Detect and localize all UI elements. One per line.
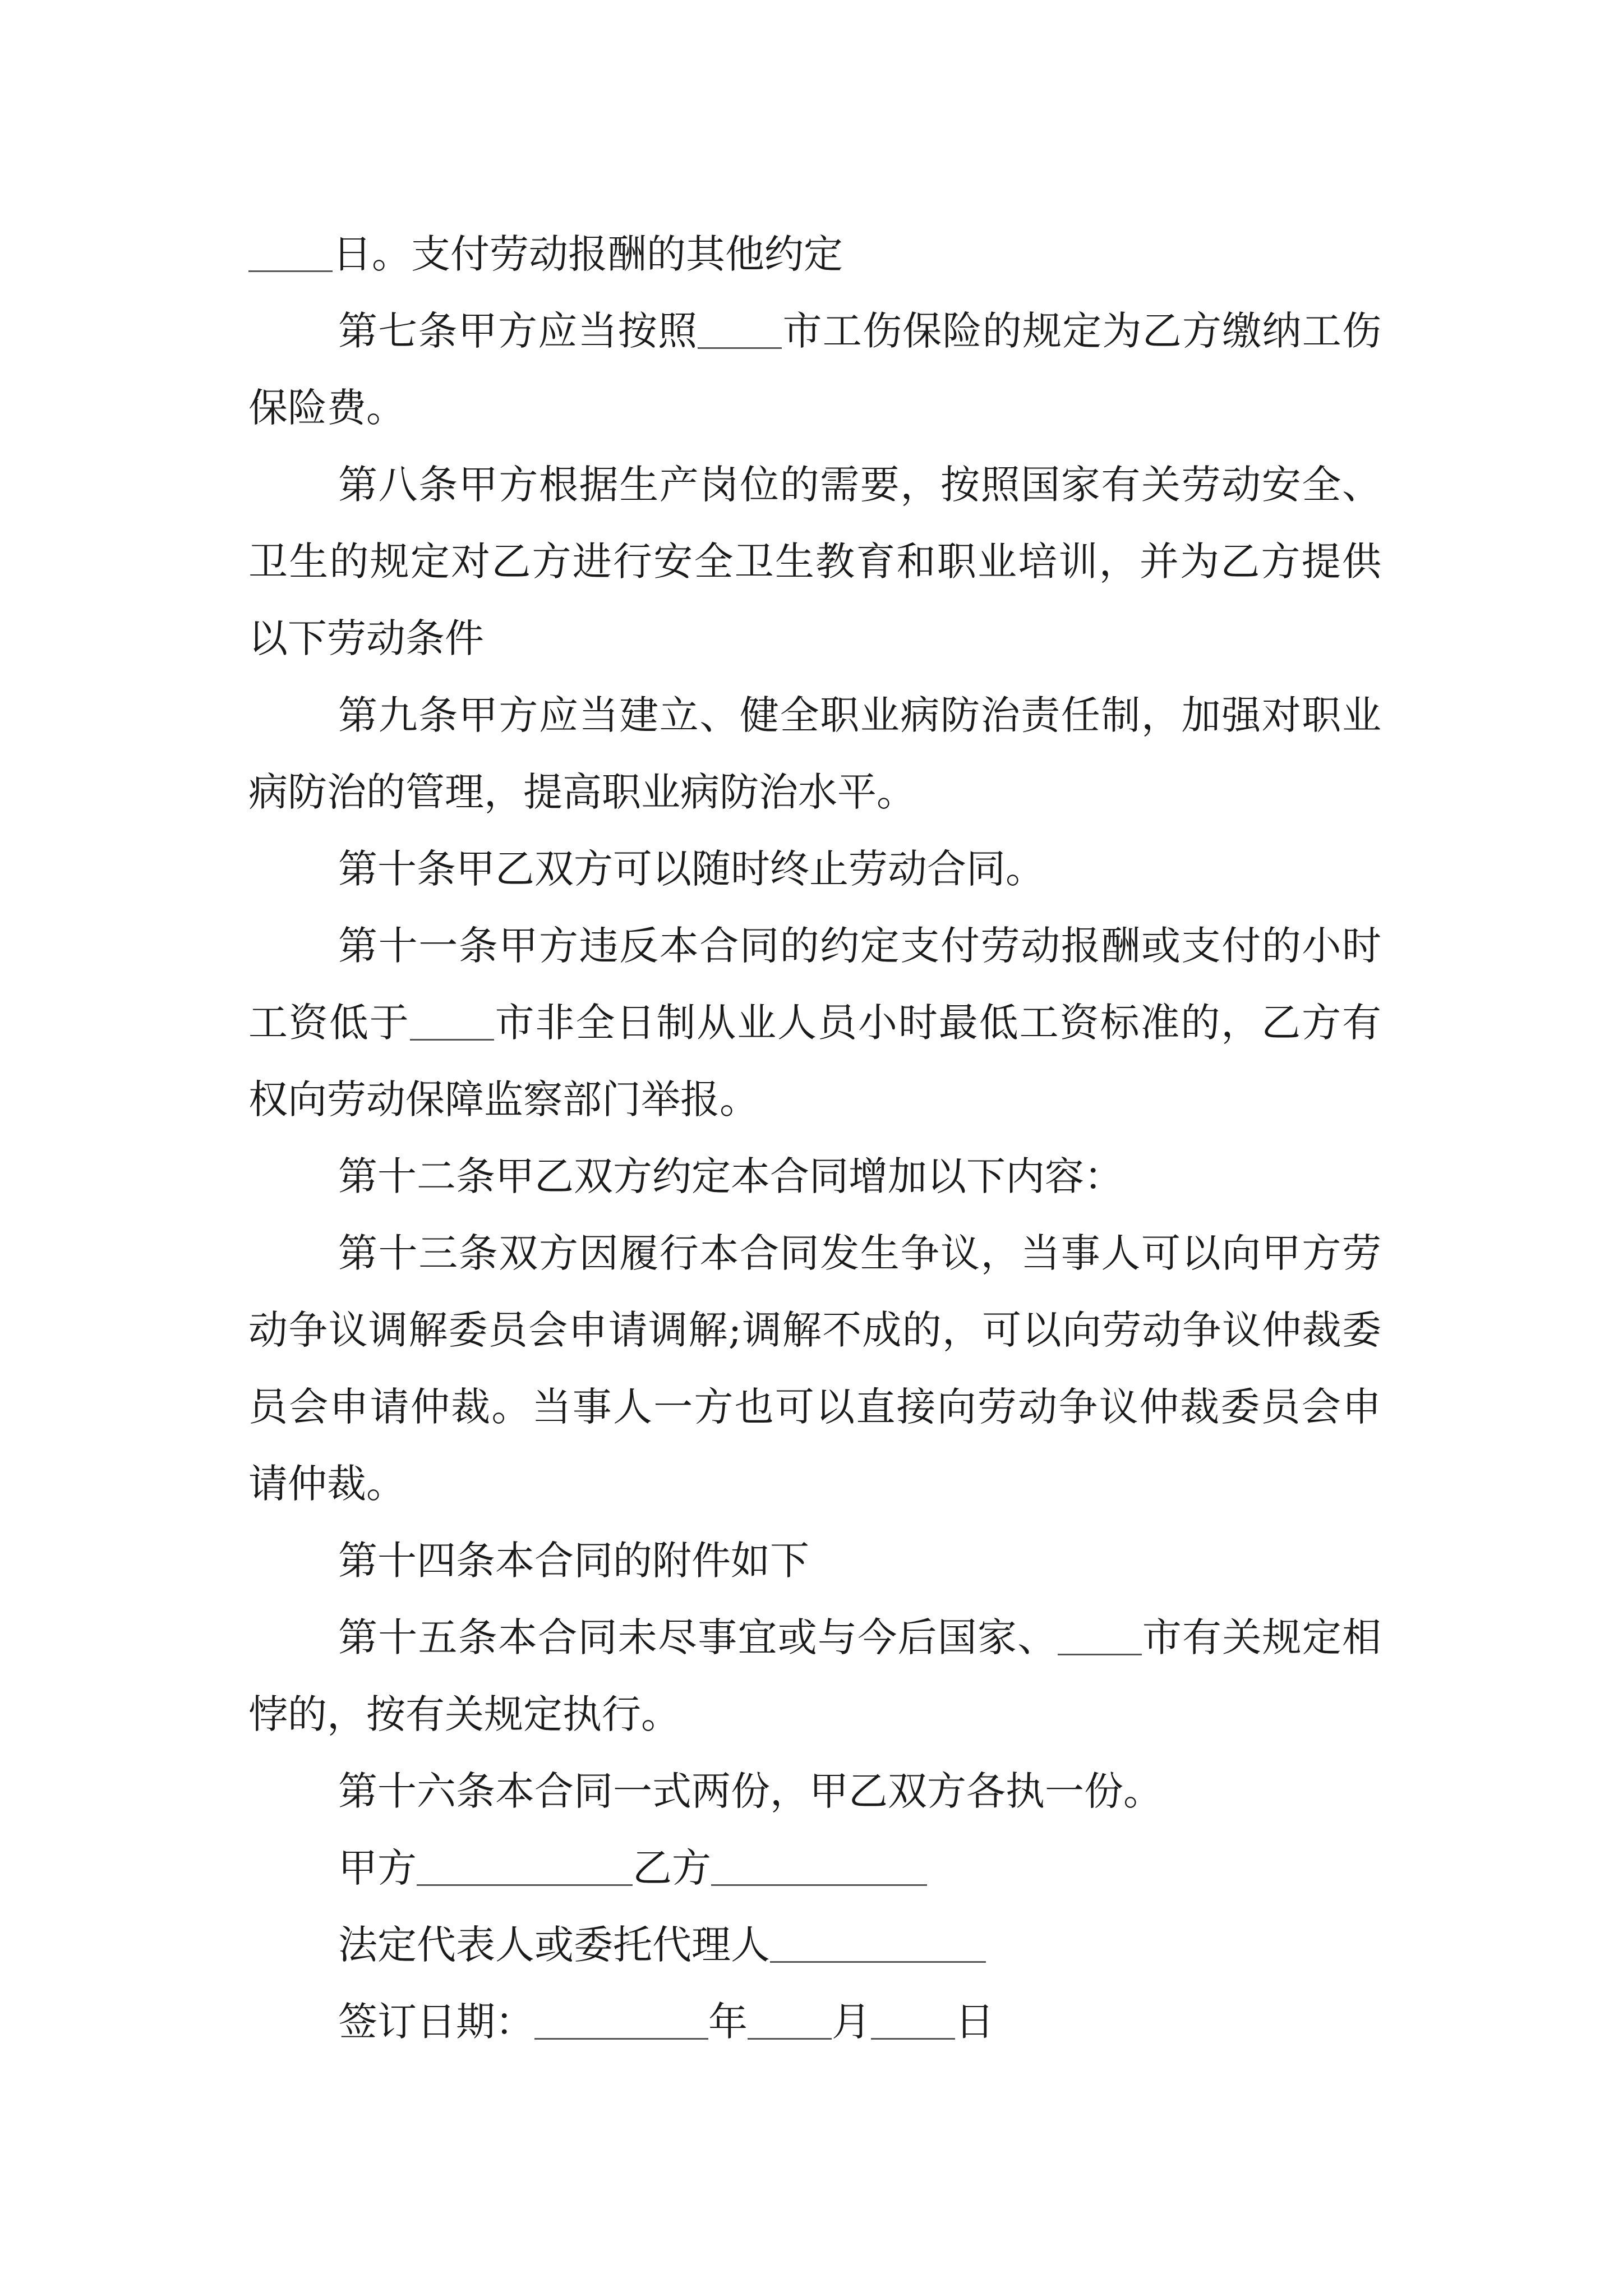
signature-parties-line (248, 1830, 1381, 1907)
party-a-label: 甲方 (338, 1845, 417, 1891)
date-label: 签订日期： (338, 1999, 534, 2045)
representative-blank (770, 1924, 986, 1963)
article-14: 第十四条本合同的附件如下 (338, 1538, 809, 1584)
article-16: 第十六条本合同一式两份，甲乙双方各执一份。 (338, 1768, 1163, 1814)
fill-blank (248, 233, 333, 273)
signature-date-line (248, 1984, 1381, 2060)
month-label: 月 (832, 1999, 871, 2045)
article-8: 第八条甲方根据生产岗位的需要，按照国家有关劳动安全、卫生的规定对乙方进行安全卫生教育和职业培训，并为乙方提供以下劳动条件 (248, 462, 1381, 661)
year-blank (534, 2001, 708, 2040)
article-12: 第十二条甲乙双方约定本合同增加以下内容： (338, 1153, 1123, 1199)
month-blank (748, 2001, 832, 2040)
day-blank (871, 2001, 955, 2040)
article-9: 第九条甲方应当建立、健全职业病防治责任制，加强对职业病防治的管理，提高职业病防治水平。 (248, 692, 1381, 815)
article-13: 第十三条双方因履行本合同发生争议，当事人可以向甲方劳动争议调解委员会申请调解;调解不成的，可以向劳动争议仲裁委员会申请仲裁。当事人一方也可以直接向劳动争议仲裁委员会申请仲裁。 (248, 1230, 1381, 1507)
contract-body (248, 216, 1381, 2060)
article-11: 第十一条甲方违反本合同的约定支付劳动报酬或支付的小时工资低于 市非全日制从业人员小时最低工资标准的，乙方有权向劳动保障监察部门举报。 (248, 923, 1382, 1122)
party-b-label: 乙方 (633, 1845, 711, 1891)
representative-label: 法定代表人或委托代理人 (338, 1922, 770, 1968)
article-15: 第十五条本合同未尽事宜或与今后国家、 市有关规定相悖的，按有关规定执行。 (248, 1614, 1381, 1737)
fill-blank (1058, 1617, 1142, 1656)
article-7: 第七条甲方应当按照 市工伤保险的规定为乙方缴纳工伤保险费。 (248, 308, 1381, 431)
party-a-blank (417, 1847, 633, 1887)
day-label: 日 (955, 1999, 994, 2045)
party-b-blank (711, 1847, 927, 1887)
paragraph-payment-other: 日。支付劳动报酬的其他约定 (248, 216, 1381, 293)
year-label: 年 (708, 1999, 748, 2045)
signature-representative-line (248, 1907, 1381, 1984)
fill-blank (698, 310, 782, 349)
article-10: 第十条甲乙双方可以随时终止劳动合同。 (338, 846, 1045, 892)
fill-blank (410, 1002, 494, 1041)
